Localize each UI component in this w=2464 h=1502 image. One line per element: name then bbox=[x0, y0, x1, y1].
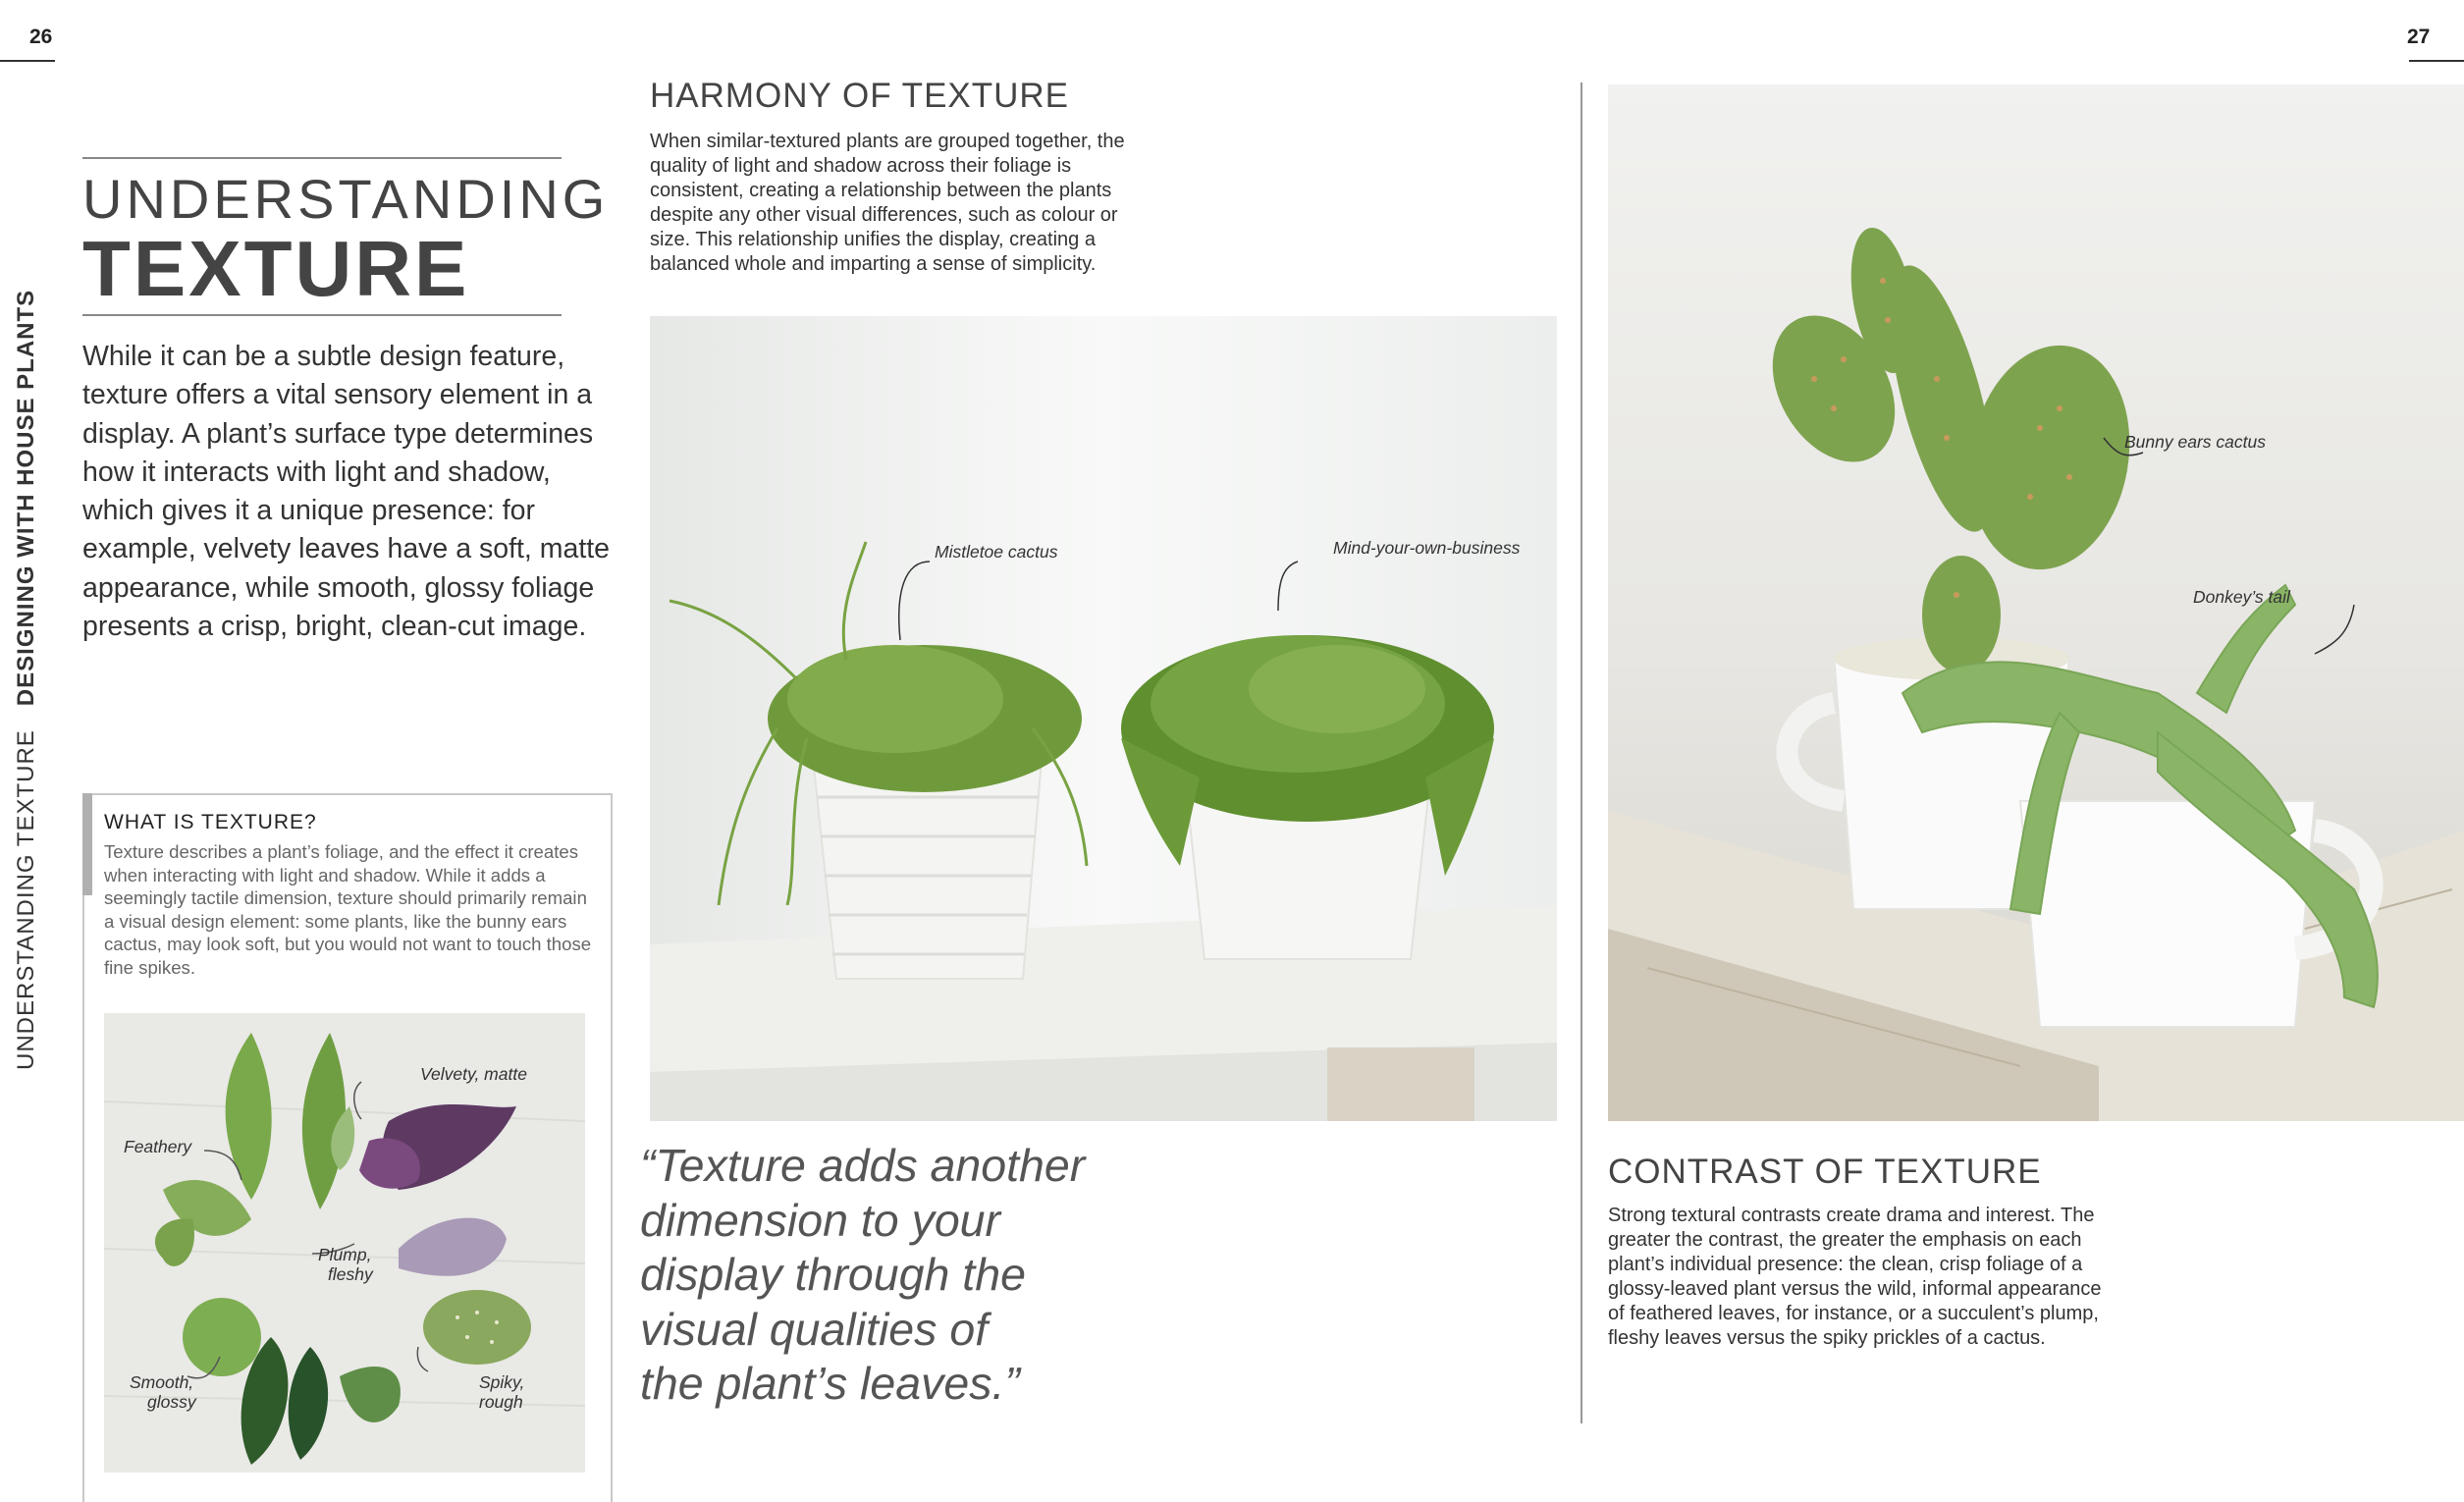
pull-quote-line-3: display through the bbox=[640, 1249, 1026, 1300]
contrast-text: Strong textural contrasts create drama and interest. The greater the contrast, the greater the emphasis on each plant’s individual presence: the clean, crisp foliage of a glossy-leaved plant versus the wild, informal appearance of feathered leaves, for instance, or a succulent’s plump, fleshy leaves versus the spiky prickles of a cactus. bbox=[1608, 1205, 2102, 1349]
harmony-text: When similar-textured plants are grouped together, the quality of light and shadow across their foliage is consistent, creating a relationship between the plants despite any other visual differences, such as colour or size. This relationship unifies the display, creating a balanced whole and imparting a sense of simplicity. bbox=[650, 131, 1125, 275]
contrast-photo bbox=[1608, 84, 2464, 1121]
label-plump-2: fleshy bbox=[328, 1264, 373, 1284]
harmony-photo bbox=[650, 316, 1557, 1121]
page-title-line2: TEXTURE bbox=[82, 225, 470, 312]
label-mind-your-own-business: Mind-your-own-business bbox=[1333, 538, 1521, 558]
page-number-right: 27 bbox=[2407, 26, 2431, 48]
label-mistletoe-cactus: Mistletoe cactus bbox=[935, 542, 1058, 562]
label-velvety-matte: Velvety, matte bbox=[420, 1064, 527, 1084]
label-feathery: Feathery bbox=[124, 1137, 192, 1156]
running-head-chapter: DESIGNING WITH HOUSE PLANTS bbox=[13, 289, 39, 707]
running-head-section: UNDERSTANDING TEXTURE bbox=[13, 729, 39, 1070]
title-rule-top bbox=[82, 157, 562, 159]
harmony-heading: HARMONY OF TEXTURE bbox=[650, 77, 1070, 115]
pull-quote bbox=[640, 1139, 1151, 1412]
running-head bbox=[10, 289, 43, 1070]
sidebar-accent-bar bbox=[82, 793, 92, 895]
pull-quote-line-2: dimension to your bbox=[640, 1194, 1001, 1246]
page-number-rule-left bbox=[0, 60, 55, 62]
label-donkeys-tail: Donkey’s tail bbox=[2193, 587, 2290, 607]
page-title-line1: UNDERSTANDING bbox=[82, 168, 610, 230]
sidebar-heading: WHAT IS TEXTURE? bbox=[104, 811, 317, 833]
title-rule-bottom bbox=[82, 314, 562, 316]
label-spiky-2: rough bbox=[479, 1392, 523, 1412]
pull-quote-line-1: “Texture adds another bbox=[640, 1140, 1086, 1191]
label-plump-1: Plump, bbox=[318, 1245, 372, 1264]
label-smooth-1: Smooth, bbox=[130, 1372, 194, 1392]
page-number-left: 26 bbox=[29, 26, 53, 48]
gutter-divider bbox=[1580, 82, 1582, 1423]
sidebar-text: Texture describes a plant’s foliage, and the effect it creates when interacting with light and shadow. While it adds a seemingly tactile dimension, texture should primarily remain a visual design element: some plants, like the bunny ears cactus, may look soft, but you would not want to touch those fine spikes. bbox=[104, 841, 592, 978]
label-smooth-2: glossy bbox=[147, 1392, 196, 1412]
page-number-rule-right bbox=[2409, 60, 2464, 62]
intro-paragraph: While it can be a subtle design feature, texture offers a vital sensory element in a display. A plant’s surface type determines how it interacts with light and shadow, which gives it a unique presence: for example, velvety leaves have a soft, matte appearance, while smooth, glossy foliage presents a crisp, bright, clean-cut image. bbox=[82, 341, 611, 643]
contrast-heading: CONTRAST OF TEXTURE bbox=[1608, 1153, 2042, 1191]
label-bunny-ears-cactus: Bunny ears cactus bbox=[2124, 432, 2266, 452]
label-spiky-1: Spiky, bbox=[479, 1372, 525, 1392]
pull-quote-line-5: the plant’s leaves.” bbox=[640, 1358, 1020, 1409]
pull-quote-line-4: visual qualities of bbox=[640, 1303, 989, 1355]
